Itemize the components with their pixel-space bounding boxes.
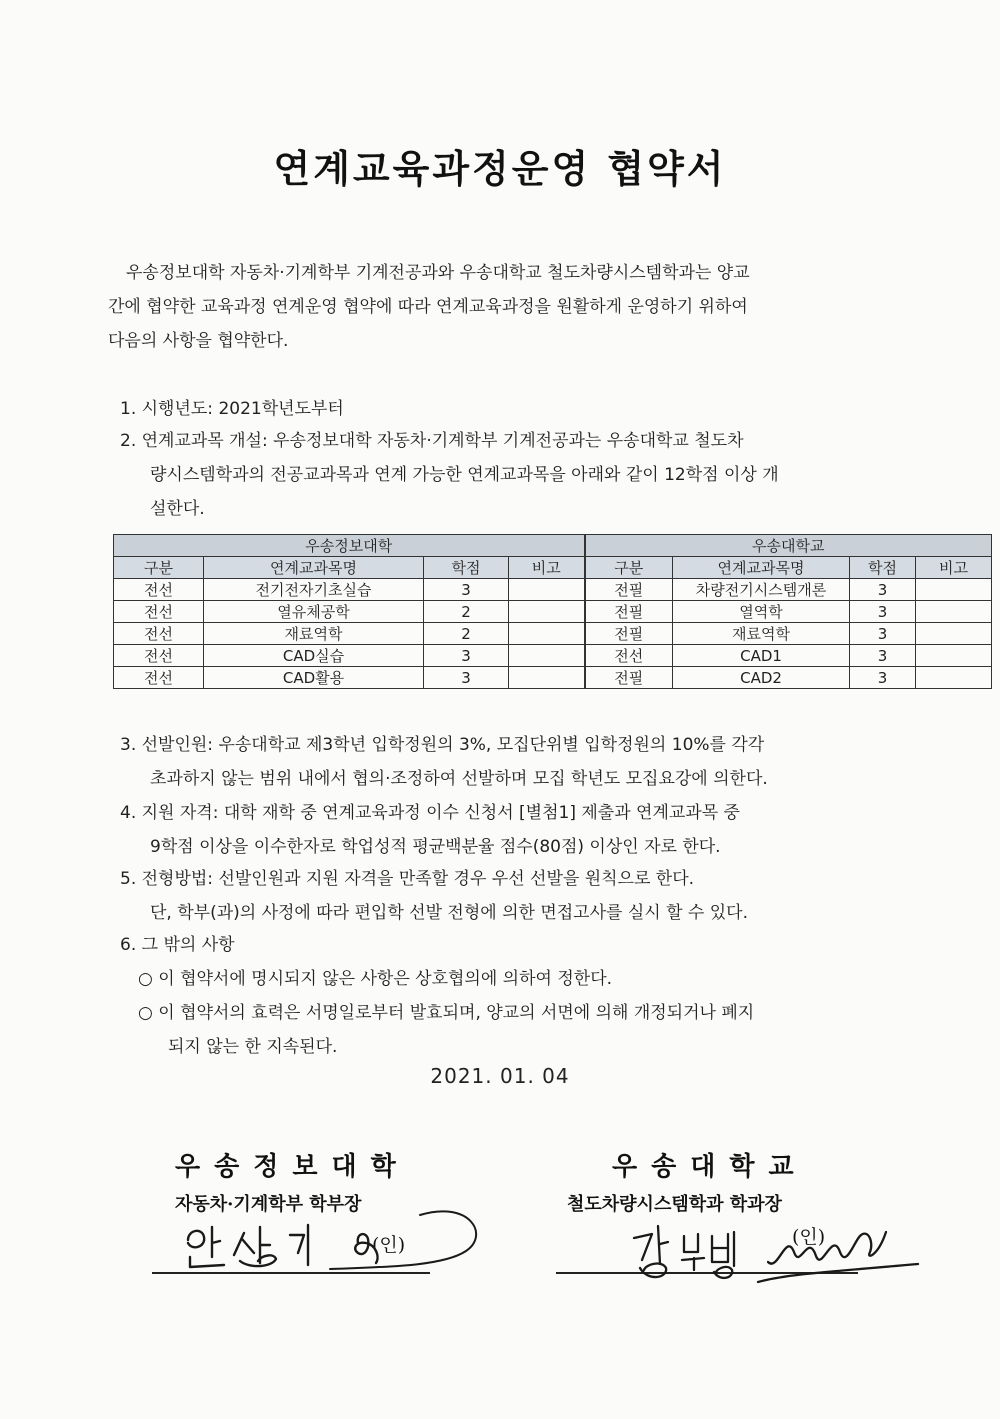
right-signatory-org: 우송대학교 [612, 1152, 808, 1182]
table-cell: 차량전기시스템개론 [673, 579, 850, 601]
table-cell [509, 667, 585, 689]
item-line: 5. 전형방법: 선발인원과 지원 자격을 만족할 경우 우선 선발을 원칙으로 한다. [120, 869, 695, 889]
left-signatory-org: 우송정보대학 [175, 1152, 410, 1182]
table-cell: 2 [424, 623, 509, 645]
column-header: 연계교과목명 [673, 557, 850, 579]
table-cell: CAD1 [673, 645, 850, 667]
table-cell: CAD2 [673, 667, 850, 689]
item-6-bullet-1 [138, 962, 908, 996]
table-cell: 3 [424, 667, 509, 689]
table-cell [509, 579, 585, 601]
table-row [114, 601, 992, 623]
column-header: 연계교과목명 [204, 557, 424, 579]
item-line: 3. 선발인원: 우송대학교 제3학년 입학정원의 3%, 모집단위별 입학정원의 10%를 각각 [120, 735, 765, 755]
left-signatory-role: 자동차·기계학부 학부장 [175, 1194, 362, 1215]
table-cell: CAD활용 [204, 667, 424, 689]
item-line: 9학점 이상을 이수한자로 학업성적 평균백분율 점수(80점) 이상인 자로 한다. [150, 837, 721, 857]
table-cell: 전선 [114, 645, 204, 667]
item-1 [120, 392, 890, 426]
left-handwritten-signature [180, 1205, 490, 1275]
table-cell: 재료역학 [673, 623, 850, 645]
right-signatory-role: 철도차량시스템학과 학과장 [567, 1194, 782, 1215]
left-seal-mark: (인) [372, 1234, 406, 1256]
table-cell: CAD실습 [204, 645, 424, 667]
intro-line: 우송정보대학 자동차·기계학부 기계전공과와 우송대학교 철도차량시스템학과는 양교 [126, 263, 750, 283]
column-header: 학점 [424, 557, 509, 579]
table-cell [916, 645, 992, 667]
intro-line: 다음의 사항을 협약한다. [108, 331, 289, 351]
item-line: 단, 학부(과)의 사정에 따라 편입학 선발 전형에 의한 면접고사를 실시 할 수 있다. [150, 903, 748, 923]
intro-line: 간에 협약한 교육과정 연계운영 협약에 따라 연계교육과정을 원활하게 운영하기 위하여 [108, 297, 748, 317]
table-cell: 전필 [585, 579, 673, 601]
item-line: 1. 시행년도: 2021학년도부터 [120, 399, 344, 419]
table-cell: 전필 [585, 623, 673, 645]
table-cell: 전선 [114, 601, 204, 623]
table-cell: 3 [850, 601, 916, 623]
table-cell: 3 [424, 645, 509, 667]
item-line: 설한다. [150, 499, 205, 519]
table-cell: 재료역학 [204, 623, 424, 645]
table-cell [916, 667, 992, 689]
table-cell [509, 601, 585, 623]
item-5 [120, 862, 890, 930]
table-cell: 전선 [114, 623, 204, 645]
column-header: 비고 [916, 557, 992, 579]
item-line: ○ 이 협약서에 명시되지 않은 사항은 상호협의에 의하여 정한다. [138, 969, 613, 989]
table-cell: 전선 [585, 645, 673, 667]
table-cell: 열역학 [673, 601, 850, 623]
course-table [113, 534, 992, 689]
item-line: 량시스템학과의 전공교과목과 연계 가능한 연계교과목을 아래와 같이 12학점 이상 개 [150, 465, 779, 485]
table-cell: 전선 [114, 579, 204, 601]
item-line: 6. 그 밖의 사항 [120, 935, 235, 955]
item-4 [120, 796, 890, 864]
table-cell [916, 623, 992, 645]
table-column-header-row [114, 557, 992, 579]
table-row [114, 645, 992, 667]
document-title: 연계교육과정운영 협약서 [273, 146, 727, 191]
table-cell: 전필 [585, 601, 673, 623]
table-cell: 3 [850, 667, 916, 689]
item-line: 되지 않는 한 지속된다. [168, 1037, 338, 1057]
item-2 [120, 424, 890, 526]
item-line: 4. 지원 자격: 대학 재학 중 연계교육과정 이수 신청서 [별첨1] 제출과 연계교과목 중 [120, 803, 740, 823]
table-cell: 3 [424, 579, 509, 601]
table-cell [916, 601, 992, 623]
intro-paragraph [108, 256, 888, 358]
table-cell: 열유체공학 [204, 601, 424, 623]
table-cell: 3 [850, 645, 916, 667]
column-header: 학점 [850, 557, 916, 579]
table-cell: 2 [424, 601, 509, 623]
table-row [114, 667, 992, 689]
right-school-header: 우송대학교 [585, 535, 992, 557]
item-6-bullet-2 [138, 996, 908, 1064]
table-cell: 3 [850, 623, 916, 645]
column-header: 비고 [509, 557, 585, 579]
table-cell: 전기전자기초실습 [204, 579, 424, 601]
right-seal-mark: (인) [792, 1226, 826, 1248]
table-school-header-row [114, 535, 992, 557]
table-row [114, 623, 992, 645]
column-header: 구분 [114, 557, 204, 579]
left-school-header: 우송정보대학 [114, 535, 585, 557]
table-row [114, 579, 992, 601]
table-cell [509, 623, 585, 645]
right-handwritten-signature [628, 1212, 938, 1292]
agreement-date: 2021. 01. 04 [430, 1064, 570, 1088]
item-line: ○ 이 협약서의 효력은 서명일로부터 발효되며, 양교의 서면에 의해 개정되거나 폐지 [138, 1003, 755, 1023]
table-cell: 전필 [585, 667, 673, 689]
table-cell [916, 579, 992, 601]
item-3 [120, 728, 890, 796]
table-cell [509, 645, 585, 667]
column-header: 구분 [585, 557, 673, 579]
table-cell: 3 [850, 579, 916, 601]
item-line: 초과하지 않는 범위 내에서 협의·조정하여 선발하며 모집 학년도 모집요강에 의한다. [150, 769, 768, 789]
item-line: 2. 연계교과목 개설: 우송정보대학 자동차·기계학부 기계전공과는 우송대학교 철도차 [120, 431, 744, 451]
item-6 [120, 928, 890, 962]
table-cell: 전선 [114, 667, 204, 689]
